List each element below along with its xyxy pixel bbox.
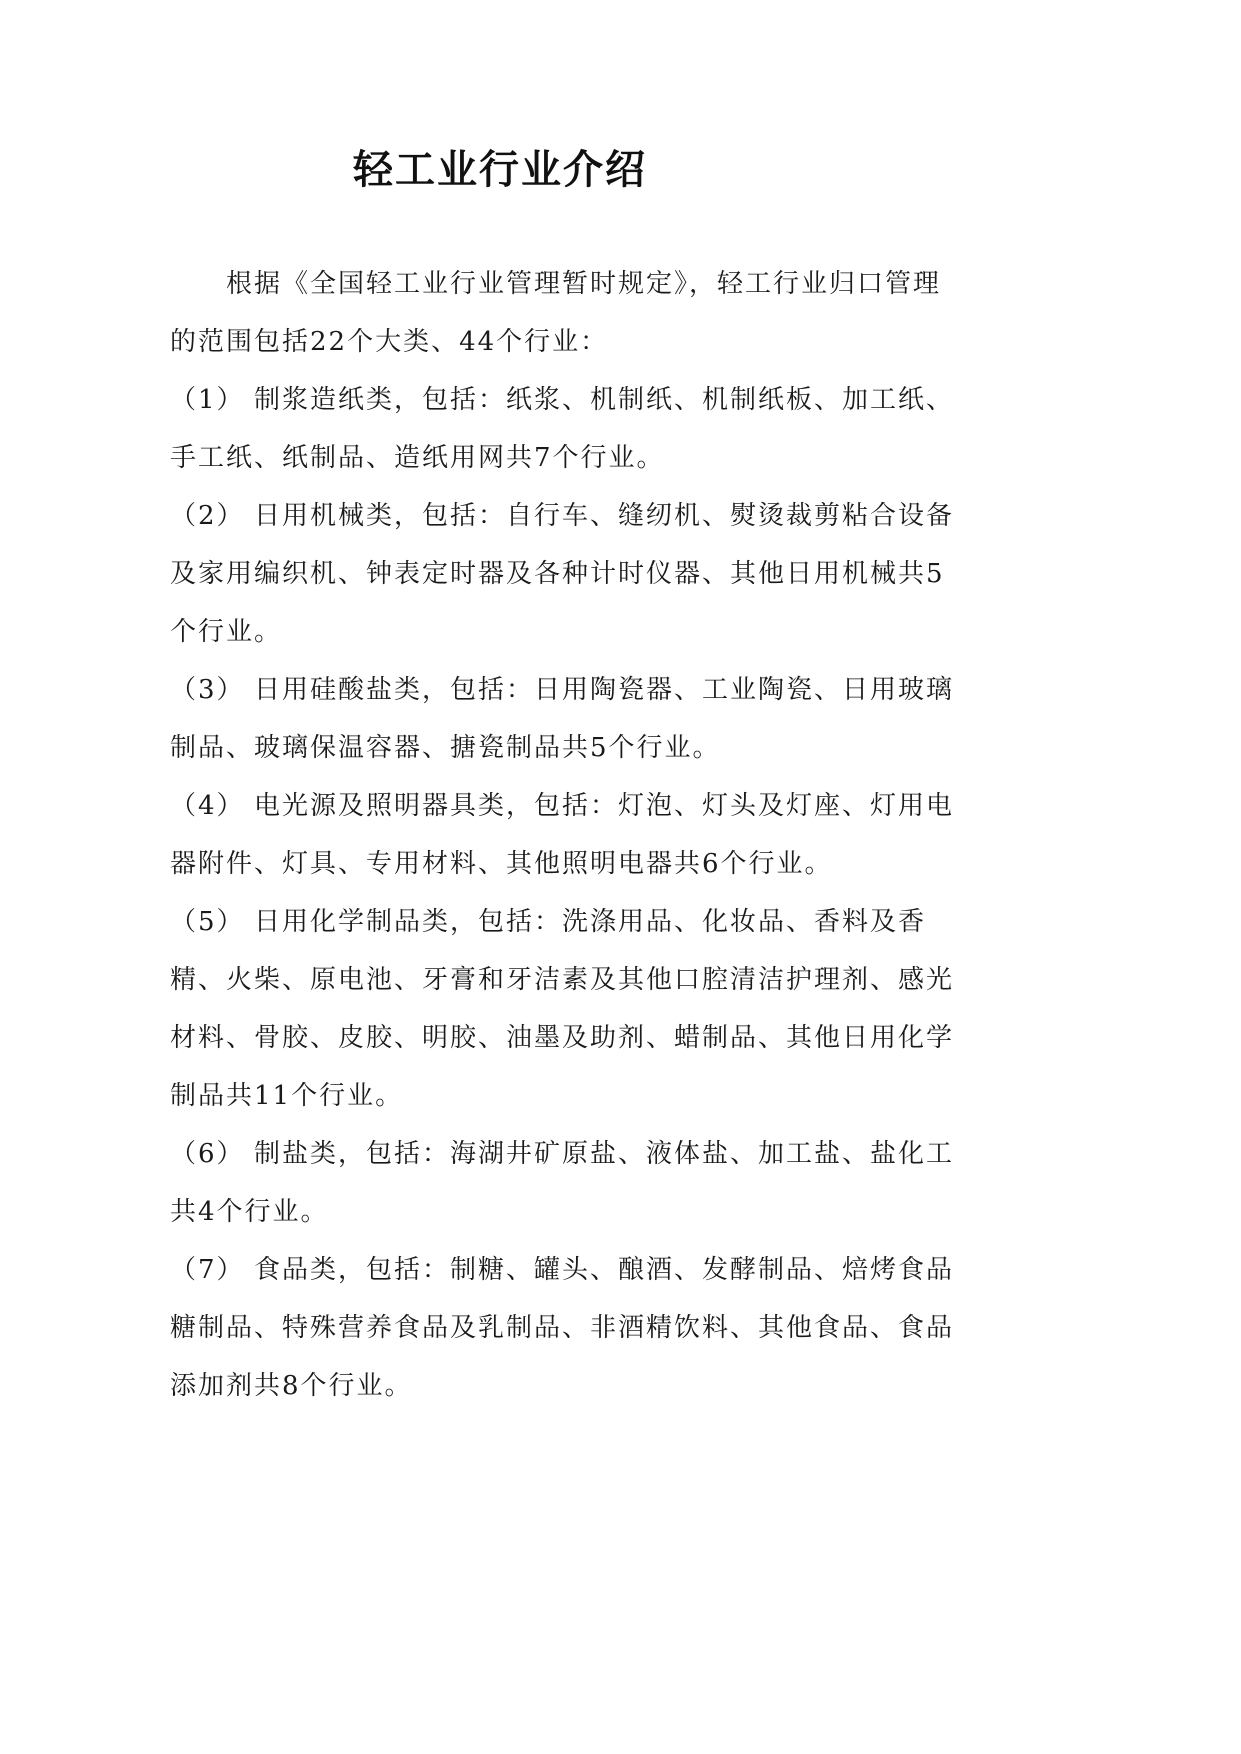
item-number: （7） <box>170 1255 245 1285</box>
item-number: （3） <box>170 675 245 705</box>
list-item <box>170 777 960 893</box>
item-number: （2） <box>170 501 245 531</box>
document-title: 轻工业行业介绍 <box>353 147 647 193</box>
intro-paragraph: 根据《全国轻工业行业管理暂时规定》，轻工行业归口管理的范围包括22个大类、44个行业： <box>170 269 942 357</box>
item-text: 电光源及照明器具类，包括：灯泡、灯头及灯座、灯用电器附件、灯具、专用材料、其他照明电器共6个行业。 <box>170 791 955 879</box>
list-item <box>170 487 960 661</box>
document-body <box>170 255 960 1415</box>
item-number: （4） <box>170 791 245 821</box>
item-number: （5） <box>170 907 245 937</box>
item-text: 制浆造纸类，包括：纸浆、机制纸、机制纸板、加工纸、手工纸、纸制品、造纸用网共7个行业。 <box>170 385 955 473</box>
list-item <box>170 1241 960 1415</box>
list-item <box>170 893 960 1125</box>
list-item <box>170 1125 960 1241</box>
item-text: 日用机械类，包括：自行车、缝纫机、熨烫裁剪粘合设备及家用编织机、钟表定时器及各种计时仪器、其他日用机械共5个行业。 <box>170 501 955 647</box>
item-text: 日用硅酸盐类，包括：日用陶瓷器、工业陶瓷、日用玻璃制品、玻璃保温容器、搪瓷制品共5个行业。 <box>170 675 955 763</box>
item-number: （1） <box>170 385 245 415</box>
item-text: 制盐类，包括：海湖井矿原盐、液体盐、加工盐、盐化工共4个行业。 <box>170 1139 955 1227</box>
item-text: 日用化学制品类，包括：洗涤用品、化妆品、香料及香精、火柴、原电池、牙膏和牙洁素及其他口腔清洁护理剂、感光材料、骨胶、皮胶、明胶、油墨及助剂、蜡制品、其他日用化学制品共11个行业。 <box>170 907 955 1111</box>
list-item <box>170 371 960 487</box>
list-item <box>170 661 960 777</box>
item-text: 食品类，包括：制糖、罐头、酿酒、发酵制品、焙烤食品糖制品、特殊营养食品及乳制品、非酒精饮料、其他食品、食品添加剂共8个行业。 <box>170 1255 955 1401</box>
item-number: （6） <box>170 1139 245 1169</box>
